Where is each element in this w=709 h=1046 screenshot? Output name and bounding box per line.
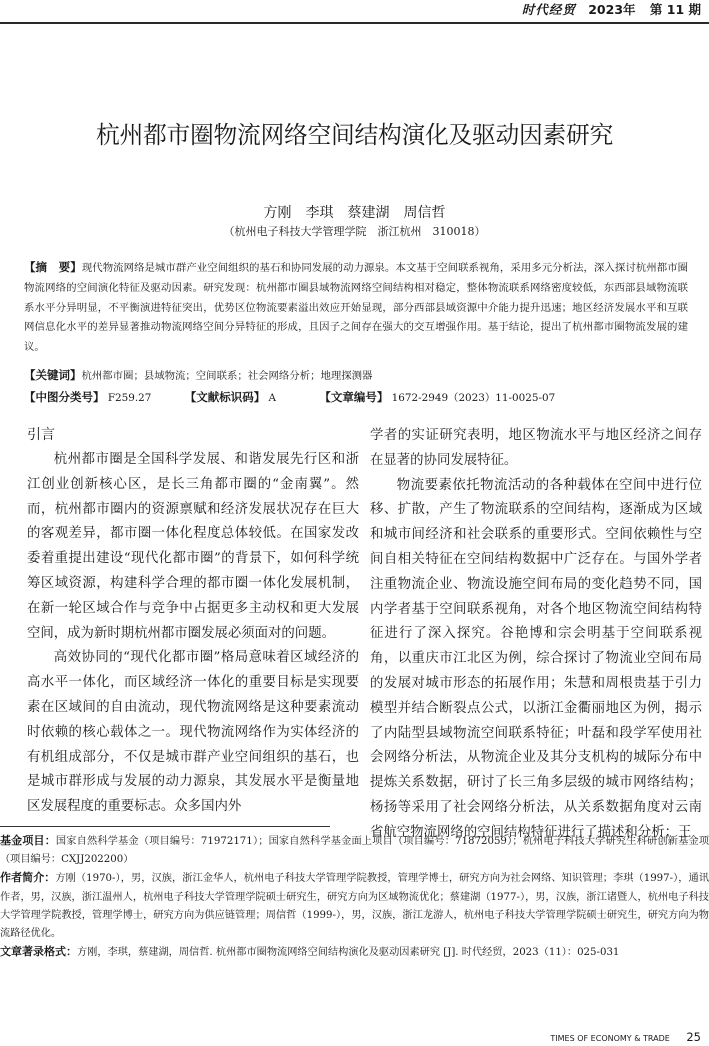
paragraph: 杭州都市圈是全国科学发展、和谐发展先行区和浙江创业创新核心区，是长三角都市圈的“金南翼”。然而，杭州都市圈内的资源禀赋和经济发展状况存在巨大的客观差异，都市圈一体化程度总体较低。在国家发改委着重提出建设“现代化都市圈”的背景下，如何科学统筹区域资源，构建科学合理的都市圈一体化发展机制，在新一轮区域合作与竞争中占据更多主动权和更大发展空间，成为新时期杭州都市圈发展必须面对的问题。	[27, 452, 359, 641]
paragraph: 学者的实证研究表明，地区物流水平与地区经济之间存在显著的协同发展特征。	[370, 428, 702, 468]
citation-note	[0, 943, 709, 962]
issue-year: 2023年	[588, 2, 636, 17]
citation-text: 方刚，李琪，蔡建湖，周信哲. 杭州都市圈物流网络空间结构演化及驱动因素研究 [J]. 时代经贸，2023（11）：025-031	[77, 947, 620, 959]
author-text: 方刚（1970-），男，汉族，浙江金华人，杭州电子科技大学管理学院教授，管理学博士，研究方向为社会网络、知识管理；李琪（1997-），通讯作者，男，汉族，浙江温州人，杭州电子科技大学管理学院硕士研究生，研究方向为区域物流优化；蔡建湖（1977-），男，汉族，浙江诸暨人，杭州电子科技大学管理学院教授，管理学博士，研究方向为供应链管理；周信哲（1999-），男，汉族，浙江龙游人，杭州电子科技大学管理学院硕士研究生，研究方向为物流路径优化。	[0, 873, 709, 940]
journal-name: 时代经贸	[521, 2, 576, 17]
affiliation: （杭州电子科技大学管理学院 浙江杭州 310018）	[223, 225, 486, 238]
keywords-text: 杭州都市圈；县域物流；空间联系；社会网络分析；地理探测器	[81, 370, 373, 382]
citation-label: 文章著录格式：	[0, 945, 77, 959]
doc-code-label: 【文献标识码】	[184, 390, 266, 404]
doc-code-value: A	[268, 392, 277, 404]
fund-text: 国家自然科学基金（项目编号：71972171）；国家自然科学基金面上项目（项目编号：71872059）；杭州电子科技大学研究生科研创新基金项（项目编号：CXJJ202200）	[0, 836, 709, 866]
abstract-label: 【摘 要】	[24, 260, 82, 274]
section-heading: 引言	[27, 427, 55, 443]
keywords	[24, 366, 704, 386]
footnote-rule	[0, 826, 330, 827]
abstract-text: 现代物流网络是城市群产业空间组织的基石和协同发展的动力源泉。本文基于空间联系视角，采用多元分析法，深入探讨杭州都市圈物流网络的空间演化特征及驱动因素。研究发现：杭州都市圈县域物流网络空间结构相对稳定，整体物流联系网络密度较低，东西部县域物流联系水平分异明显，不平衡演进特征突出，优势区位物流要素溢出效应开始显现，部分西部县域资源中介能力提升迅速；地区经济发展水平和互联网信息化水平的差异显著推动物流网络空间分异特征的形成，且因子之间存在强大的交互增强作用。基于结论，提出了杭州都市圈物流发展的建议。	[24, 262, 688, 354]
clc-label: 【中图分类号】	[24, 390, 105, 404]
paragraph: 高效协同的“现代化都市圈”格局意味着区域经济的高水平一体化，而区域经济一体化的重要目标是实现要素在区域间的自由流动，现代物流网络是这种要素流动时依赖的核心载体之一。现代物流网络作为实体经济的有机组成部分，不仅是城市群产业空间组织的基石，也是城市群形成与发展的动力源泉，其发展水平是衡量地区发展程度的重要标志。众多国内外	[27, 650, 359, 815]
abstract	[24, 258, 688, 358]
running-footer	[550, 1030, 701, 1044]
author-label: 作者简介：	[0, 871, 56, 885]
keywords-label: 【关键词】	[24, 368, 82, 382]
fund-label: 基金项目：	[0, 834, 56, 847]
journal-english-name: TIMES OF ECONOMY & TRADE	[550, 1034, 670, 1043]
author-note	[0, 869, 709, 943]
author-list: 方刚 李琪 蔡建湖 周信哲	[263, 205, 446, 221]
clc-value: F259.27	[107, 392, 152, 404]
page-number: 25	[686, 1030, 701, 1044]
running-header	[522, 0, 701, 20]
paper-title: 杭州都市圈物流网络空间结构演化及驱动因素研究	[96, 121, 613, 149]
article-number-value: 1672-2949（2023）11-0025-07	[391, 392, 556, 404]
article-number-label: 【文章编号】	[319, 390, 389, 404]
footnotes	[0, 832, 709, 962]
body-column-right	[370, 424, 702, 846]
body-column-left	[27, 424, 359, 820]
issue-number: 第 11 期	[649, 2, 701, 17]
header-rule	[0, 22, 709, 24]
paragraph: 物流要素依托物流活动的各种载体在空间中进行位移、扩散，产生了物流联系的空间结构，逐渐成为区域和城市间经济和社会联系的重要形式。空间依赖性与空间自相关特征在空间结构数据中广泛存在。与国外学者注重物流企业、物流设施空间布局的变化趋势不同，国内学者基于空间联系视角，对各个地区物流空间结构特征进行了深入探究。谷艳博和宗会明基于空间联系视角，以重庆市江北区为例，综合探讨了物流业空间布局的发展对城市形态的拓展作用；朱慧和周根贵基于引力模型并结合断裂点公式，以浙江金衢丽地区为例，揭示了内陆型县域物流空间联系特征；叶磊和段学军使用社会网络分析法，从物流企业及其分支机构的城际分布中提炼关系数据，研讨了长三角多层级的城市网络结构；杨扬等采用了社会网络分析法，从关系数据角度对云南省航空物流网络的空间结构特征进行了描述和分析；王	[370, 477, 702, 840]
classification-line	[24, 388, 704, 408]
fund-note	[0, 832, 709, 869]
